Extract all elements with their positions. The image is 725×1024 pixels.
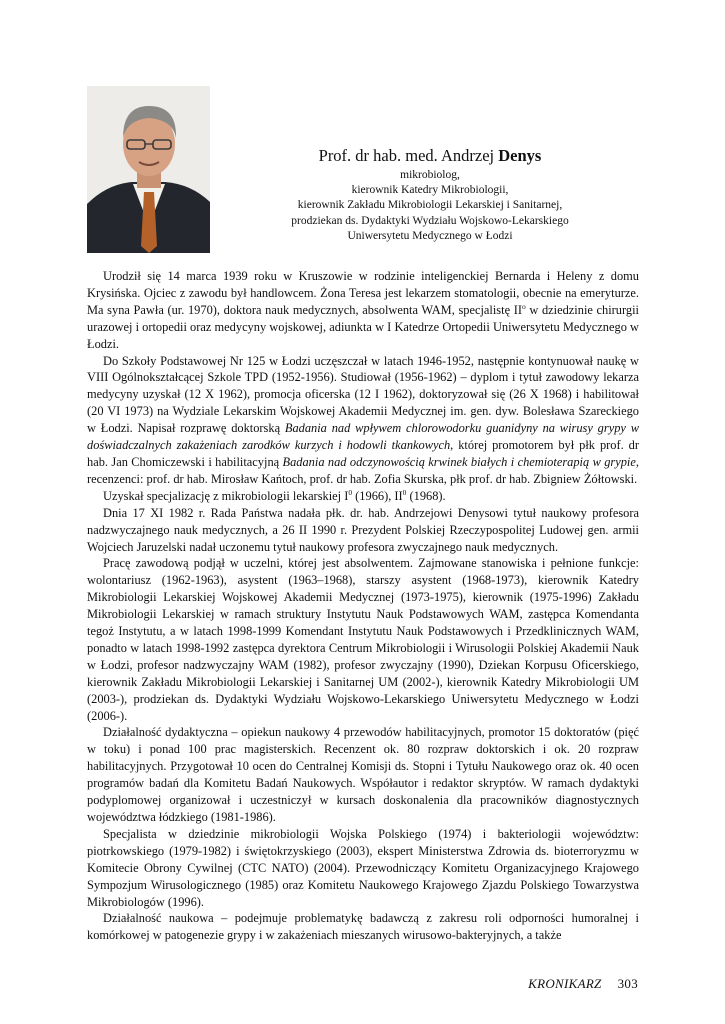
- paragraph-career: Pracę zawodową podjął w uczelni, której jest absolwentem. Zajmowane stanowiska i pełnione funkcje: wolontariusz (1962-1963), asystent (1963–1968), starszy asystent (1968-1973), kierownik Katedry Mikrobiologii Lekarskiej Wojskowej Akademii Medycznej (1973-1975), kierownik (1975-1996) Zakładu Mikrobiologii Lekarskiej w ramach struktury Instytutu Nauk Podstawowych WAM, zastępca Komendanta tegoż Instytutu, a w latach 1998-1999 Komendant Instytutu Nauk Podstawowych i Przedklinicznych WAM, ponadto w latach 1998-1992 zastępca dyrektora Centrum Mikrobiologii i Wirusologii Polskiej Akademii Nauk w Łodzi, profesor nadzwyczajny WAM (1982), profesor zwyczajny (1990), Dziekan Korpusu Oficerskiego, kierownik Zakładu Mikrobiologii Lekarskiej i Sanitarnej UM (2002-), kierownik Katedry Mikrobiologii UM (2003-), prodziekan ds. Dydaktyki Wydziału Wojskowo-Lekarskiego Uniwersytetu Medycznego w Łodzi (2006-).: [87, 556, 639, 723]
- person-name: Prof. dr hab. med. Andrzej Denys: [318, 146, 542, 165]
- person-surname: Denys: [498, 146, 542, 165]
- paragraph-education: Do Szkoły Podstawowej Nr 125 w Łodzi uczęszczał w latach 1946-1952, następnie kontynuował naukę w VIII Ogólnokształcącej Szkole TPD (1952-1956). Studiował (1956-1962) – dyplom i tytuł zawodowy lekarza medycyny uzyskał (12 X 1962), promocja oficerska (12 I 1962), doktoryzował się (26 X 1968) i habilitował (20 VI 1973) na Wydziale Lekarskim Wojskowej Akademii Medycznej im. gen. dyw. Bolesława Szareckiego w Łodzi. Napisał rozprawę doktorską Badania nad wpływem chlorowodorku guanidyny na wirusy grypy w doświadczalnych zakażeniach zarodków kurzych i hodowli tkankowych, której promotorem był płk prof. dr hab. Jan Chomiczewski i habilitacyjną Badania nad odczynowością krwinek białych i chemioterapią w grypie, recenzenci: prof. dr hab. Mirosław Kańtoch, prof. dr hab. Zofia Skurska, płk prof. dr hab. Zbigniew Żółtowski.: [87, 353, 639, 486]
- role-line: mikrobiolog,: [400, 169, 460, 181]
- article-header: [250, 146, 610, 244]
- article-body: [87, 268, 639, 944]
- journal-name: KRONIKARZ: [528, 976, 602, 991]
- paragraph-expertise: Specjalista w dziedzinie mikrobiologii Wojska Polskiego (1974) i bakteriologii województw: piotrkowskiego (1979-1982) i świętokrzyskiego (2003), ekspert Ministerstwa Zdrowia ds. bioterroryzmu w Komitecie Obrony Cywilnej (CTC NATO) (2004). Przewodniczący Komitetu Organizacyjnego Krajowego Sympozjum Wirusologicznego (1985) oraz Komitetu Naukowego Krajowego Zjazdu Polskiego Towarzystwa Mikrobiologów (1996).: [87, 826, 639, 909]
- paragraph-research: Działalność naukowa – podejmuje problematykę badawczą z zakresu roli odporności humoralnej i komórkowej w patogenezie grypy i w zakażeniach mieszanych wirusowo-bakteryjnych, a także: [87, 911, 639, 943]
- role-line: Uniwersytetu Medycznego w Łodzi: [347, 229, 513, 242]
- role-line: kierownik Katedry Mikrobiologii,: [351, 184, 509, 197]
- role-line: kierownik Zakładu Mikrobiologii Lekarskiej i Sanitarnej,: [297, 199, 563, 212]
- page-number: 303: [617, 976, 638, 991]
- paragraph-specialization: Uzyskał specjalizację z mikrobiologii lekarskiej $I^0$ (1966), $II^0$ (1968).: [103, 487, 446, 503]
- paragraph-teaching: Działalność dydaktyczna – opiekun naukowy 4 przewodów habilitacyjnych, promotor 15 doktoratów (pięć w toku) i ponad 100 prac magisterskich. Recenzent ok. 80 rozpraw doktorskich i ok. 20 rozpraw habilitacyjnych. Przygotował 10 ocen do Centralnej Komisji ds. Stopni i Tytułu Naukowego oraz ok. 40 ocen programów badań dla Komitetu Badań Naukowych. Współautor i redaktor skryptów. W ramach dydaktyki podyplomowej organizował i uczestniczył w kursach doskonalenia dla pracowników diagnostycznych województwa łódzkiego (1981-1986).: [87, 725, 639, 824]
- role-line: prodziekan ds. Dydaktyki Wydziału Wojskowo-Lekarskiego: [291, 214, 569, 227]
- paragraph-professorship: Dnia 17 XI 1982 r. Rada Państwa nadała płk. dr. hab. Andrzejowi Denysowi tytuł naukowy profesora nadzwyczajnego nauk medycznych, a 26 II 1990 r. Prezydent Polskiej Rzeczypospolitej Ludowej gen. armii Wojciech Jaruzelski nadał uczonemu tytuł naukowy profesora zwyczajnego nauk medycznych.: [87, 505, 639, 554]
- page-footer: [528, 976, 638, 992]
- paragraph-biography: Urodził się 14 marca 1939 roku w Kruszowie w rodzinie inteligenckiej Bernarda i Heleny z domu Krysińska. Ojciec z zawodu był handlowcem. Żona Teresa jest lekarzem stomatologii, obecnie na emeryturze. Ma syna Pawła (ur. 1970), doktora nauk medycznych, absolwenta WAM, specjalistę $II^o$ w dziedzinie chirurgii urazowej i ortopedii oraz medycyny wojskowej, adiunkta w I Katedrze Ortopedii Uniwersytetu Medycznego w Łodzi.: [87, 269, 639, 351]
- portrait-photo: [87, 86, 210, 253]
